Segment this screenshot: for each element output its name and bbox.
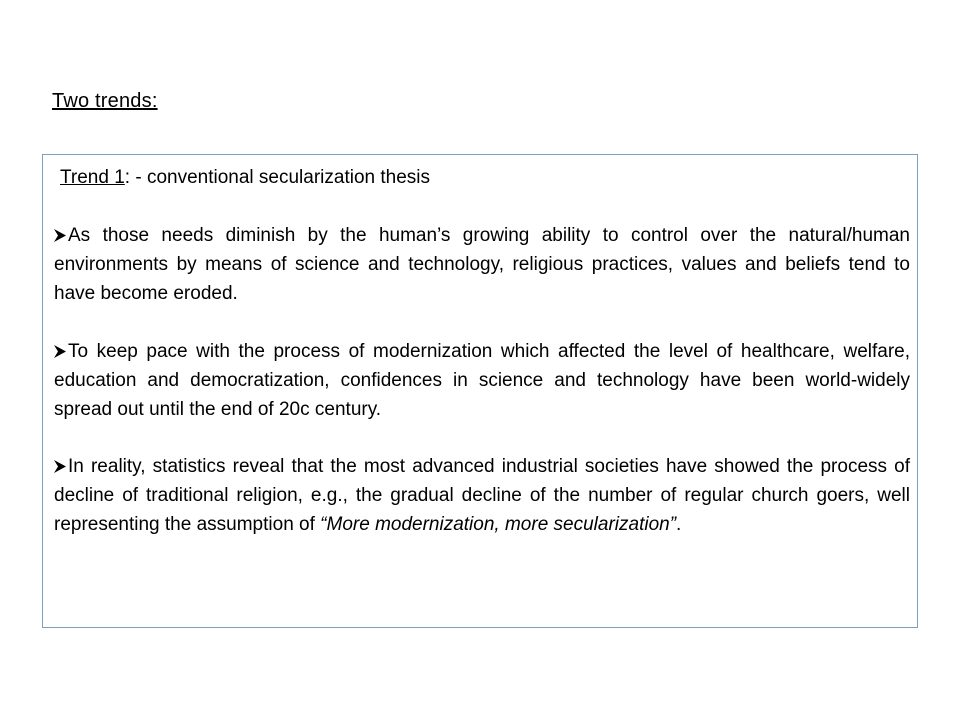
trend-title: [60, 167, 430, 189]
trend-description: : - conventional secularization thesis: [124, 167, 430, 188]
slide-heading: Two trends:: [52, 90, 158, 112]
bullet-text: To keep pace with the process of modernization which affected the level of healthcare, welfare, education and democratization, confidences in science and technology have been world-widely spread out until the end of 20c century.: [54, 341, 910, 420]
arrow-bullet-icon: [54, 228, 66, 241]
bullet-end: .: [676, 514, 682, 535]
bullet-text: In reality, statistics reveal that the most advanced industrial societies have showed the process of decline of traditional religion, e.g., the gradual decline of the number of regular church goers, well representing the assumption of: [54, 456, 910, 535]
arrow-bullet-icon: [54, 459, 66, 472]
trend-label: Trend 1: [60, 167, 125, 188]
bullet-item: [54, 221, 910, 308]
arrow-bullet-icon: [54, 344, 66, 357]
bullet-item: [54, 337, 910, 424]
bullet-quote: “More modernization, more secularization”: [320, 514, 677, 535]
trend-content-box: [42, 154, 918, 628]
bullet-item: [54, 452, 910, 539]
bullet-text: As those needs diminish by the human’s growing ability to control over the natural/human environments by means of science and technology, religious practices, values and beliefs tend to have become eroded.: [54, 225, 910, 304]
